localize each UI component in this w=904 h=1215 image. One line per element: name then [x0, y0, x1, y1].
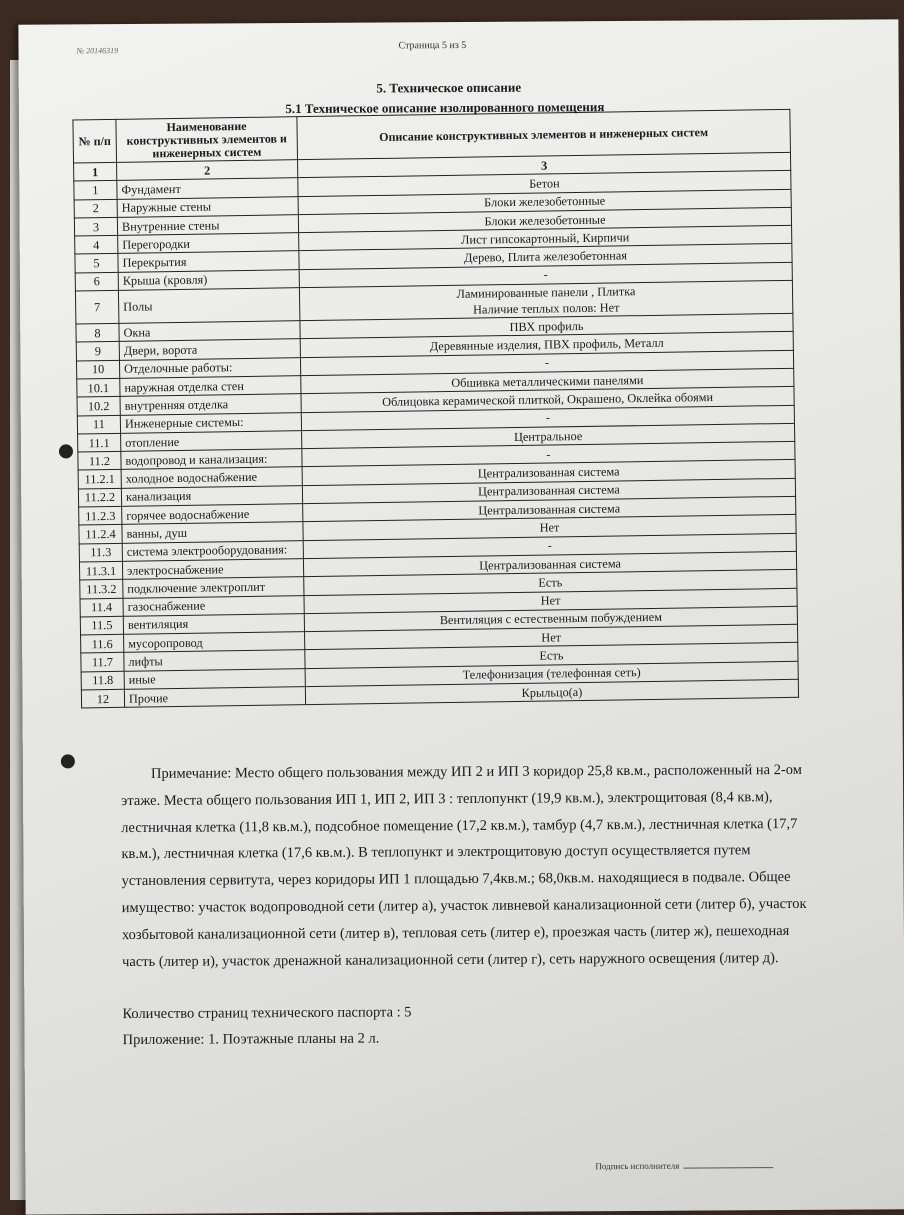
cell-desc: Централизованная система — [302, 478, 795, 504]
cell-desc: Блоки железобетонные — [298, 189, 791, 215]
cell-name: Инженерные системы: — [120, 412, 301, 433]
cell-desc: Крыльцо(а) — [305, 679, 798, 705]
signature-field — [683, 1167, 773, 1169]
cell-num: 6 — [75, 272, 118, 291]
page-count: Количество страниц технического паспорта : 5 — [122, 1004, 412, 1023]
cell-num: 2 — [74, 199, 117, 218]
cell-name: газоснабжение — [123, 595, 304, 616]
cell-desc: Централизованная система — [303, 496, 796, 522]
cell-num: 1 — [74, 181, 117, 200]
cell-num: 11 — [77, 415, 120, 434]
cell-num: 11.6 — [81, 634, 124, 653]
cell-num: 11.7 — [81, 653, 124, 672]
cell-desc: Телефонизация (телефонная сеть) — [305, 661, 798, 687]
cell-desc: - — [300, 350, 793, 376]
signature-line — [595, 1160, 773, 1171]
column-number: 3 — [298, 152, 791, 178]
cell-desc: - — [302, 441, 795, 467]
page-number: Страница 5 из 5 — [398, 39, 467, 52]
cell-name: Наружные стены — [117, 196, 298, 217]
cell-name: Фундамент — [117, 178, 298, 199]
cell-num: 11.2.3 — [79, 506, 122, 525]
cell-num: 10.1 — [77, 378, 120, 397]
cell-num: 3 — [74, 217, 117, 236]
cell-num: 8 — [76, 323, 119, 342]
header-number: № п/п — [73, 119, 117, 163]
document-id: № 20146319 — [76, 46, 119, 56]
cell-desc: Есть — [304, 570, 797, 596]
cell-name: подключение электроплит — [123, 577, 304, 598]
signature-label: Подпись исполнителя — [595, 1160, 680, 1172]
cell-desc: Облицовка керамической плиткой, Окрашено, Оклейка обоями — [301, 387, 794, 413]
cell-num: 5 — [75, 254, 118, 273]
cell-desc: Есть — [305, 643, 798, 669]
column-number: 1 — [74, 162, 117, 181]
cell-num: 11.5 — [80, 616, 123, 635]
cell-desc: ПВХ профиль — [300, 313, 793, 339]
cell-name: Крыша (кровля) — [118, 269, 299, 290]
cell-name: холодное водоснабжение — [121, 467, 302, 488]
cell-num: 11.2.1 — [78, 470, 121, 489]
header-name: Наименование конструктивных элементов и инженерных систем — [116, 117, 298, 163]
cell-desc: Блоки железобетонные — [298, 207, 791, 233]
cell-desc: Ламинированные панели , Плитка Наличие теплых полов: Нет — [299, 280, 792, 320]
cell-num: 12 — [81, 689, 124, 708]
cell-name: система электрооборудования: — [122, 540, 303, 561]
cell-name: ванны, душ — [122, 522, 303, 543]
cell-desc: Вентиляция с естественным побуждением — [304, 606, 797, 632]
cell-num: 9 — [76, 342, 119, 361]
cell-name: Полы — [118, 288, 299, 324]
cell-name: отопление — [121, 431, 302, 452]
cell-desc: Бетон — [298, 171, 791, 197]
section-title: 5. Техническое описание — [376, 79, 522, 96]
cell-desc: Нет — [305, 624, 798, 650]
cell-num: 11.8 — [81, 671, 124, 690]
cell-desc: - — [303, 533, 796, 559]
cell-num: 10.2 — [77, 397, 120, 416]
cell-num: 11.3.2 — [80, 580, 123, 599]
cell-name: лифты — [124, 650, 305, 671]
cell-name: вентиляция — [123, 613, 304, 634]
punch-hole — [61, 754, 75, 768]
cell-name: Двери, ворота — [119, 339, 300, 360]
cell-name: наружная отделка стен — [120, 376, 301, 397]
cell-name: Окна — [119, 321, 300, 342]
cell-desc: Дерево, Плита железобетонная — [299, 244, 792, 270]
appendix: Приложение: 1. Поэтажные планы на 2 л. — [122, 1030, 380, 1049]
column-number: 2 — [117, 160, 298, 181]
cell-num: 11.2 — [78, 451, 121, 470]
cell-num: 11.1 — [78, 433, 121, 452]
cell-num: 10 — [76, 360, 119, 379]
cell-name: Внутренние стены — [117, 215, 298, 236]
cell-desc: Нет — [303, 515, 796, 541]
cell-desc: - — [299, 262, 792, 288]
cell-name: водопровод и канализация: — [121, 449, 302, 470]
cell-name: мусоропровод — [124, 632, 305, 653]
cell-name: Отделочные работы: — [119, 357, 300, 378]
cell-desc: Централизованная система — [302, 460, 795, 486]
cell-desc: Нет — [304, 588, 797, 614]
cell-desc: Лист гипсокартонный, Кирпичи — [299, 226, 792, 252]
cell-name: Перекрытия — [118, 251, 299, 272]
cell-desc: Централизованная система — [303, 551, 796, 577]
cell-name: Перегородки — [118, 233, 299, 254]
technical-description-table — [72, 109, 799, 709]
cell-desc: Деревянные изделия, ПВХ профиль, Металл — [300, 332, 793, 358]
cell-name: иные — [124, 668, 305, 689]
header-description: Описание конструктивных элементов и инженерных систем — [297, 109, 791, 159]
cell-name: Прочие — [124, 687, 305, 708]
cell-num: 11.3.1 — [79, 561, 122, 580]
cell-num: 11.4 — [80, 598, 123, 617]
cell-desc: Центральное — [302, 423, 795, 449]
cell-name: канализация — [121, 485, 302, 506]
note-paragraph: Примечание: Место общего пользования между ИП 2 и ИП 3 коридор 25,8 кв.м., расположенный на 2-ом этаже. Места общего пользования ИП 1, ИП 2, ИП 3 : теплопункт (19,9 кв.м.), электрощитовая (8,4 кв.м), лестничная клетка (11,8 кв.м.), подсобное помещение (17,2 кв.м.), тамбур (4,7 кв.м.), лестничная клетка (17,7 кв.м.), лестничная клетка (17,6 кв.м.). В теплопункт и электрощитовую доступ осуществляется путем установления сервитута, через коридоры ИП 1 площадью 7,4кв.м.; 68,0кв.м. находящиеся в подвале. Общее имущество: участок водопроводной сети (литер а), участок ливневой канализационной сети (литер б), участок хозбытовой канализационной сети (литер в), тепловая сеть (литер е), проезжая часть (литер ж), пешеходная часть (литер и), участок дренажной канализационной сети (литер г), сеть наружного освещения (литер д). — [121, 761, 807, 970]
cell-num: 7 — [75, 290, 118, 324]
cell-desc: Обшивка металлическими панелями — [301, 368, 794, 394]
cell-num: 11.2.2 — [78, 488, 121, 507]
document-page — [18, 19, 904, 1214]
cell-num: 11.2.4 — [79, 525, 122, 544]
punch-hole — [59, 444, 73, 458]
subsection-title: 5.1 Техническое описание изолированного помещения — [285, 99, 605, 117]
cell-name: внутренняя отделка — [120, 394, 301, 415]
cell-desc: - — [301, 405, 794, 431]
cell-num: 11.3 — [79, 543, 122, 562]
cell-num: 4 — [75, 236, 118, 255]
cell-name: горячее водоснабжение — [122, 504, 303, 525]
cell-name: электроснабжение — [122, 559, 303, 580]
